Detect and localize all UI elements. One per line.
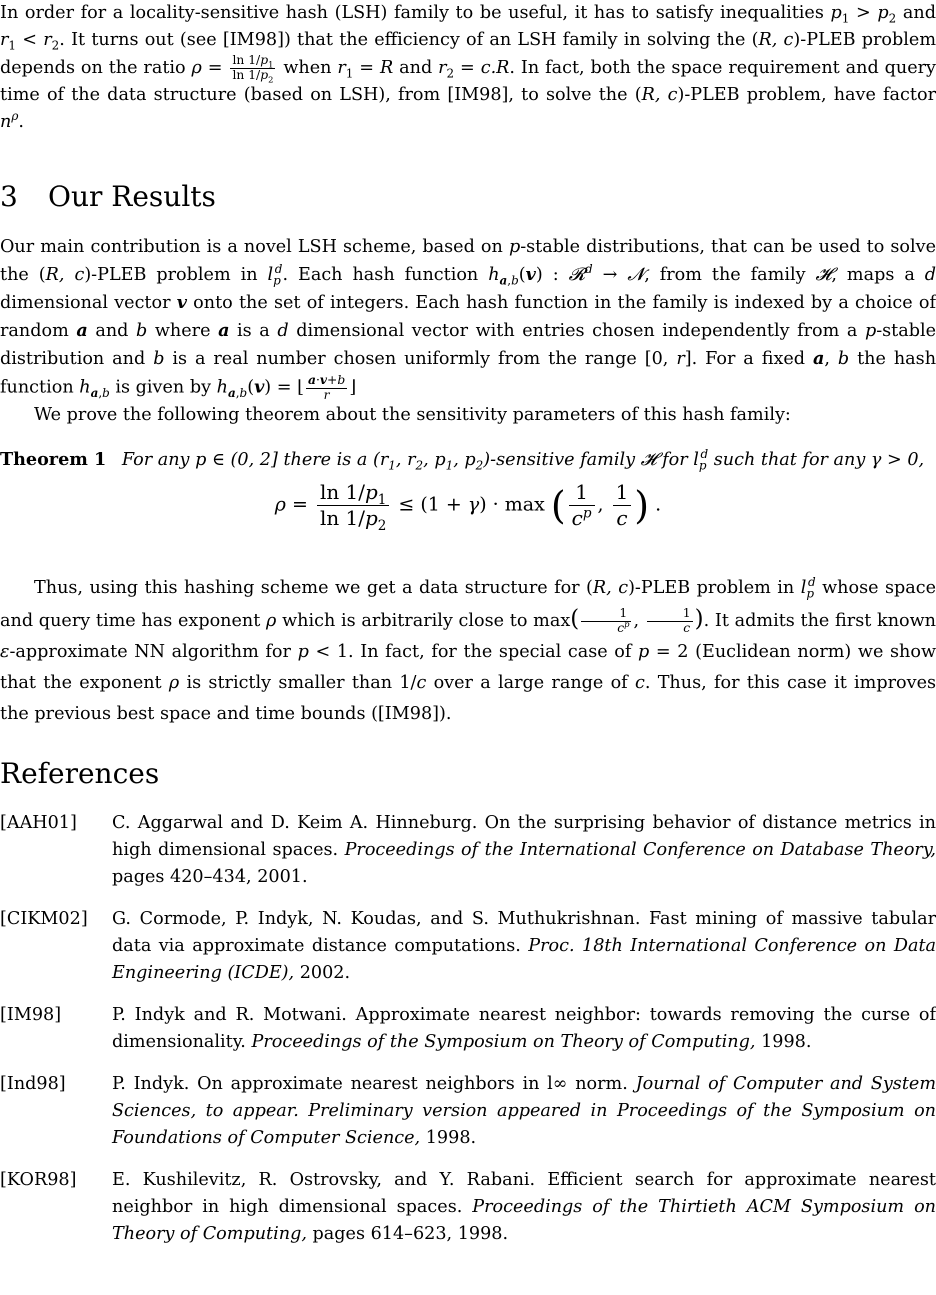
body-text: Thus, for this case it improves the previous best space and time bounds ([IM98]).: [0, 673, 936, 724]
theorem-label: Theorem 1: [0, 449, 107, 470]
body-text: whose space and query time has exponent: [0, 578, 936, 631]
body-text: Thus, using this hashing scheme we get a data structure for: [34, 578, 580, 598]
section-heading: [0, 180, 216, 214]
body-text: the hash function: [0, 349, 936, 398]
body-text: -stable distributions, that can be used to solve the: [0, 237, 936, 285]
reference-item: [0, 1002, 936, 1056]
theorem-text: For any: [121, 450, 190, 470]
body-text: is a real number chosen uniformly from the range: [172, 349, 637, 369]
reference-body: E. Kushilevitz, R. Ostrovsky, and Y. Rabani. Efficient search for approximate nearest neighbor in high dimensional spaces. Proceedings of the Thirtieth ACM Symposium on Theory of Computing, pages 614–623, 1998.: [112, 1170, 936, 1244]
rho-fraction: $\frac{\ln 1/p_1}{\ln 1/p_2}$: [232, 53, 274, 84]
reference-body: G. Cormode, P. Indyk, N. Koudas, and S. Muthukrishnan. Fast mining of massive tabular data via approximate distance computations. Proc. 18th International Conference on Data Engineering (ICDE), 2002.: [112, 909, 936, 983]
intro-text: problem, have factor: [746, 85, 936, 106]
reference-body: C. Aggarwal and D. Keim A. Hinneburg. On the surprising behavior of distance metrics in high dimensional spaces. Proceedings of the International Conference on Database Theory, pages 420–434, 2001.: [112, 813, 936, 887]
reference-body: P. Indyk. On approximate nearest neighbors in l∞ norm. Journal of Computer and System Sciences, to appear. Preliminary version appeared in Proceedings of the Symposium on Foundations of Computer Science, 1998.: [112, 1074, 936, 1148]
body-text: maps a: [846, 265, 915, 285]
reference-item: [0, 906, 936, 987]
theorem-text: such that for any: [713, 450, 866, 470]
body-text: dimensional vector: [0, 293, 171, 313]
reference-key: [AAH01]: [0, 813, 77, 833]
body-text: problem in: [156, 265, 258, 285]
body-text: dimensional vector with entries chosen independently from a: [296, 321, 858, 341]
body-text: In fact, for the special case of: [360, 642, 632, 662]
body-text: which is arbitrarily close to max: [282, 611, 571, 631]
theorem-equation: ρ = $\frac{\ln 1/p_1}{\ln 1/p_2}$ ≤ (1 + γ) · max ( $\frac{1}{c^p}$ , $\frac{1}{c}$ ) .: [274, 480, 662, 534]
reference-body: P. Indyk and R. Motwani. Approximate nearest neighbor: towards removing the curse of dimensionality. Proceedings of the Symposium on Theory of Computing, 1998.: [112, 1005, 936, 1052]
body-text: over a large range of: [433, 673, 628, 693]
body-text: is given by: [115, 377, 212, 398]
section-number: 3: [0, 180, 18, 213]
body-text: and: [95, 321, 129, 341]
reference-key: [CIKM02]: [0, 909, 88, 929]
reference-item: [0, 1071, 936, 1152]
body-text: -approximate NN algorithm for: [9, 642, 291, 662]
body-text: is strictly smaller than: [186, 673, 393, 693]
theorem-block: Theorem 1 For any p ∈ (0, 2] there is a ($r_1$, $r_2$, $p_1$, $p_2$)-sensitive family 𝓗 for $l_p^d$ such that for any γ > 0, ρ = $\frac{\ln 1/p_1}{\ln 1/p_2}$ ≤ (1 + γ) · max ( $\frac{1}{c^p}$ , $\frac{1}{c}$ ) .: [0, 446, 936, 539]
reference-key: [IM98]: [0, 1005, 62, 1025]
prove-sentence: We prove the following theorem about the sensitivity parameters of this hash family:: [34, 405, 791, 426]
intro-text: problem depends on the ratio: [0, 30, 936, 79]
reference-item: [0, 1167, 936, 1248]
hash-fraction: $\frac{a\cdot v+b}{r}$: [307, 372, 346, 402]
references-heading: References: [0, 757, 160, 790]
body-text: from the family: [659, 265, 806, 285]
results-paragraph: Our main contribution is a novel LSH scheme, based on p-stable distributions, that can be used to solve the (R, c)-PLEB problem in $l_p^d$. Each hash function $h_{a,b}(v)$ : 𝓡$^d$ → 𝓝, from the family 𝓗, maps a d dimensional vector v onto the set of integers. Each hash function in the family is indexed by a choice of random a and b where a is a d dimensional vector with entries chosen independently from a p-stable distribution and b is a real number chosen uniformly from the range [0, r]. For a fixed a, b the hash function $h_{a,b}$ is given by $h_{a,b}(v)$ = ⌊ $\frac{a\cdot v+b}{r}$ ⌋ We prove the following theorem about the sensitivity parameters of this hash family:: [0, 234, 936, 429]
theorem-text: for: [662, 450, 688, 470]
body-text: -stable distribution and: [0, 321, 936, 369]
body-text: (Euclidean norm) we show that the exponent: [0, 642, 936, 693]
body-text: problem in: [696, 578, 795, 598]
body-text: onto the set of integers. Each hash function in the family is indexed by a choice of random: [0, 293, 936, 341]
body-text: It admits the first known: [714, 611, 936, 631]
theorem-text: there is a: [283, 450, 368, 470]
body-text: For a fixed: [705, 349, 806, 369]
body-text: where: [154, 321, 211, 341]
intro-text: It turns out (see [IM98]) that the efficiency of an LSH family in solving the: [71, 30, 746, 50]
thus-paragraph: Thus, using this hashing scheme we get a data structure for (R, c)-PLEB problem in $l_p^d$ whose space and query time has exponent ρ which is arbitrarily close to max( $\frac{1}{c^p}$ , $\frac{1}{c}$ ). It admits the first known ε-approximate NN algorithm for p < 1. In fact, for the special case of p = 2 (Euclidean norm) we show that the exponent ρ is strictly smaller than 1/c over a large range of c. Thus, for this case it improves the previous best space and time bounds ([IM98]).: [0, 575, 936, 724]
intro-text: In fact, both the space requirement and query time of the data structure (based on LSH), from [IM98], to solve the: [0, 58, 936, 106]
theorem-text: -sensitive family: [490, 450, 636, 470]
reference-key: [KOR98]: [0, 1170, 77, 1190]
intro-text: In order for a locality-sensitive hash (LSH) family to be useful, it has to satisfy inequalities: [0, 3, 824, 23]
reference-key: [Ind98]: [0, 1074, 66, 1094]
section-title: Our Results: [48, 180, 216, 213]
body-text: Our main contribution is a novel LSH scheme, based on: [0, 237, 503, 257]
references-list: [0, 810, 936, 1263]
reference-item: [0, 810, 936, 891]
math-inline: p: [830, 3, 842, 23]
intro-paragraph: In order for a locality-sensitive hash (LSH) family to be useful, it has to satisfy inequalities $p_1 > p_2$ and $r_1 < r_2$. It turns out (see [IM98]) that the efficiency of an LSH family in solving the (R, c)-PLEB problem depends on the ratio ρ = $\frac{\ln 1/p_1}{\ln 1/p_2}$ when $r_1 = R$ and $r_2 = c.R$. In fact, both the space requirement and query time of the data structure (based on LSH), from [IM98], to solve the (R, c)-PLEB problem, have factor $n^\rho$.: [0, 3, 936, 133]
body-text: Each hash function: [298, 265, 479, 285]
body-text: is a: [237, 321, 270, 341]
